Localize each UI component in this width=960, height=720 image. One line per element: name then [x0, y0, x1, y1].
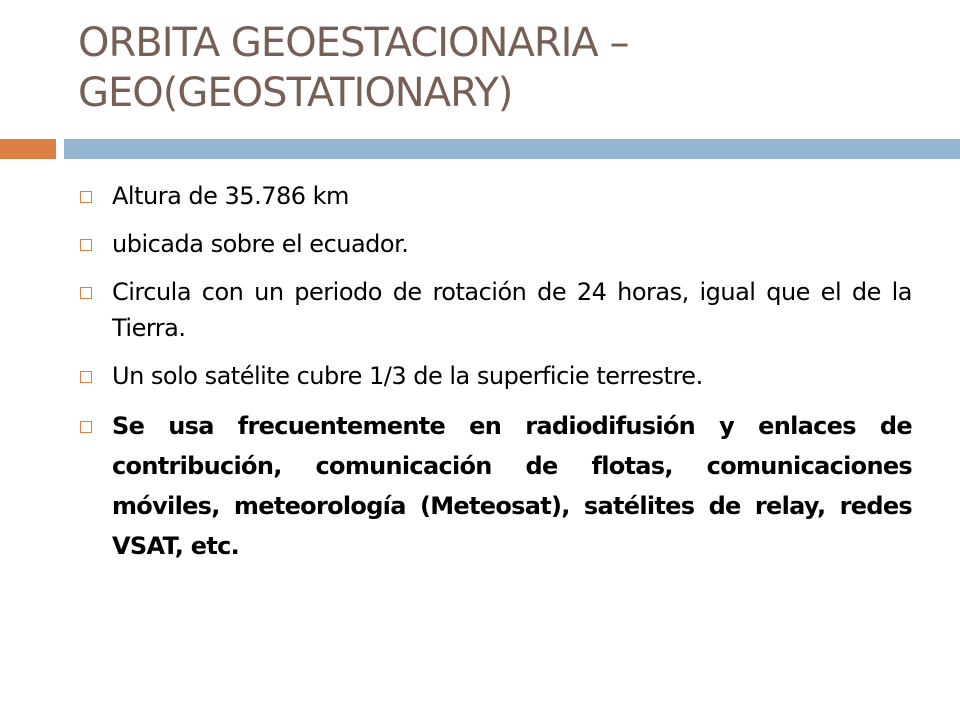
- slide-title-line-1: ORBITA GEOESTACIONARIA –: [78, 20, 629, 66]
- hollow-square-bullet-icon: [80, 191, 92, 203]
- bullet-item-location: [80, 226, 912, 262]
- bullet-text: Un solo satélite cubre 1/3 de la superficie terrestre.: [112, 362, 703, 390]
- bullet-list: [80, 178, 912, 578]
- hollow-square-bullet-icon: [80, 287, 92, 299]
- hollow-square-bullet-icon: [80, 239, 92, 251]
- bullet-item-altitude: [80, 178, 912, 214]
- title-accent-bar-orange: [0, 139, 56, 159]
- bullet-text: ubicada sobre el ecuador.: [112, 230, 409, 258]
- slide-title: [78, 18, 918, 118]
- bullet-text: Circula con un periodo de rotación de 24 horas, igual que el de la Tierra.: [112, 278, 912, 342]
- bullet-text: Se usa frecuentemente en radiodifusión y enlaces de contribución, comunicación de flotas, comunicaciones móviles, meteorología (Meteosat), satélites de relay, redes VSAT, etc.: [112, 412, 912, 560]
- bullet-text: Altura de 35.786 km: [112, 182, 349, 210]
- bullet-item-coverage: [80, 358, 912, 394]
- bullet-item-uses: [80, 406, 912, 566]
- slide-title-line-2: GEO(GEOSTATIONARY): [78, 70, 513, 116]
- title-accent-bar-blue: [64, 139, 960, 159]
- hollow-square-bullet-icon: [80, 421, 92, 433]
- hollow-square-bullet-icon: [80, 371, 92, 383]
- bullet-item-rotation-period: [80, 274, 912, 346]
